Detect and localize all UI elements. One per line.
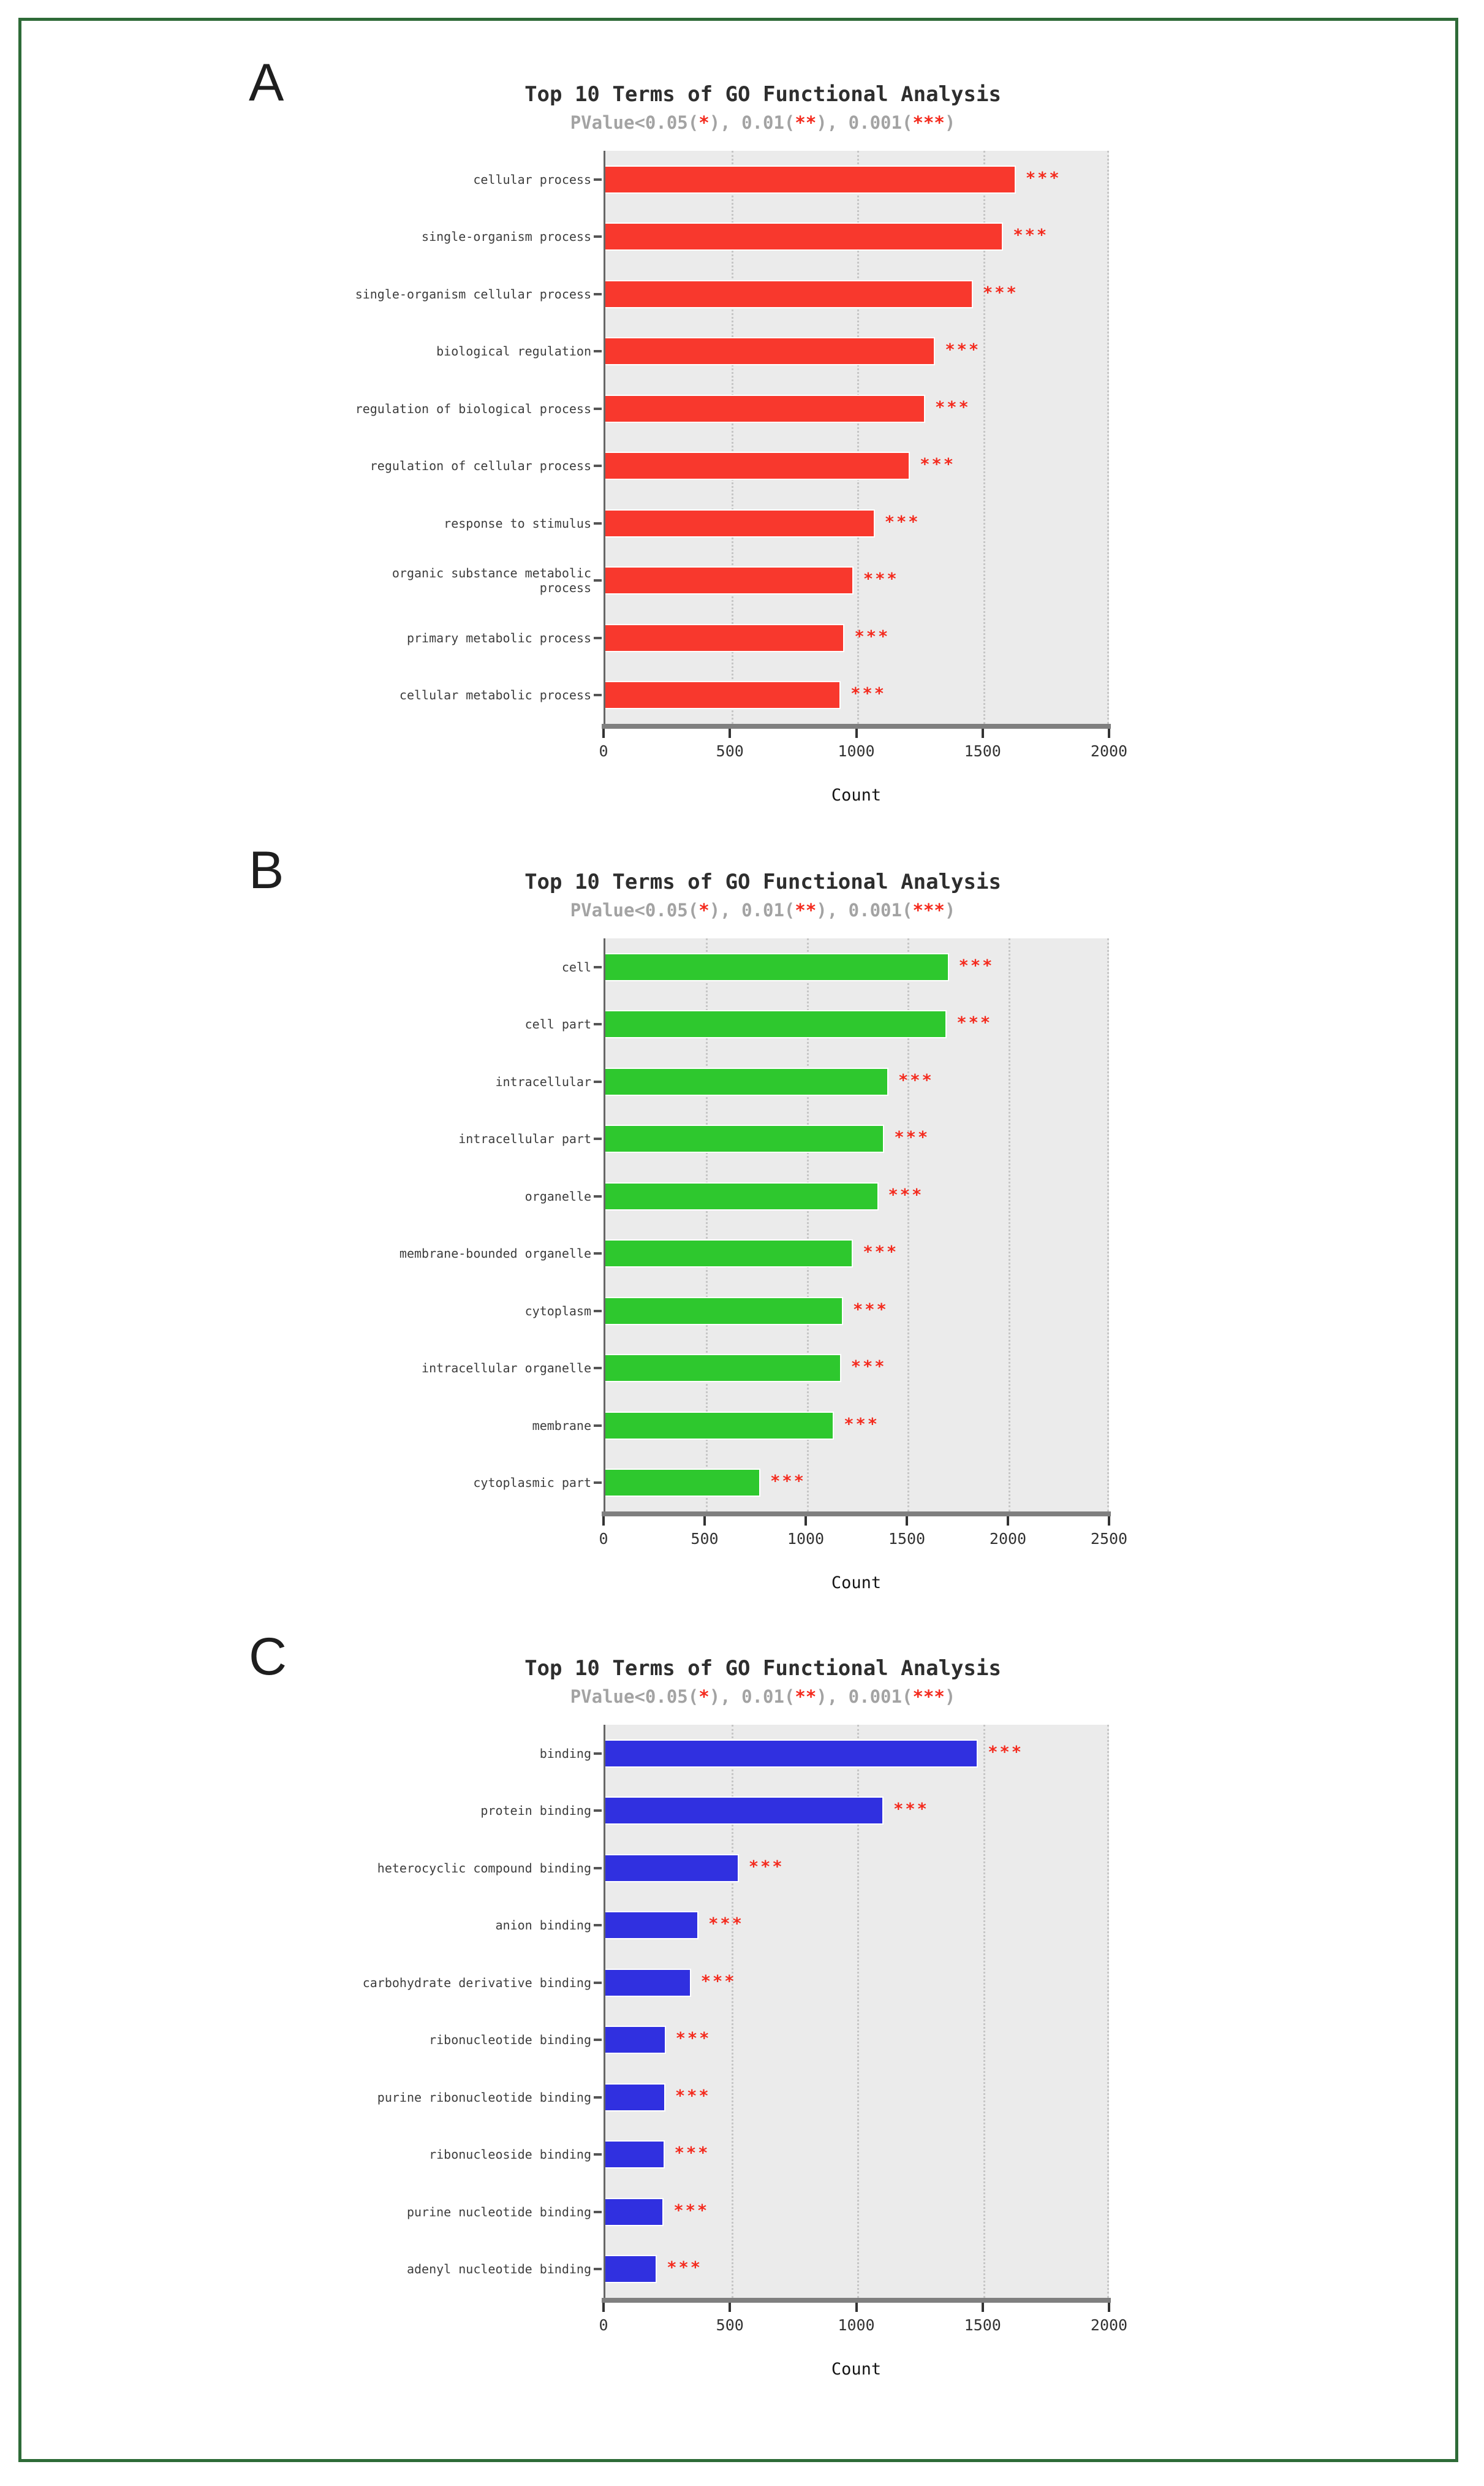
category-label: cellular metabolic process: [399, 688, 591, 703]
bar-row: [605, 1897, 1109, 1955]
significance-stars: ***: [700, 1972, 736, 1991]
significance-stars: ***: [863, 569, 899, 589]
bar-row: [605, 996, 1109, 1054]
bar-row: [605, 1839, 1109, 1897]
significance-star-legend: *: [698, 112, 710, 133]
x-tick-label: 2000: [1090, 742, 1128, 760]
bar-row: [605, 1954, 1109, 2012]
y-tick-mark: [594, 1982, 602, 1984]
category-label: anion binding: [495, 1918, 591, 1933]
x-axis-line: [602, 2298, 1111, 2303]
bar: [605, 1911, 698, 1939]
y-tick-mark: [594, 2211, 602, 2213]
plot-area: [604, 1725, 1109, 2298]
bar-row: [605, 438, 1109, 495]
significance-stars: ***: [854, 627, 890, 647]
x-axis-title: Count: [831, 786, 882, 805]
y-tick-mark: [594, 966, 602, 968]
bar-row: [605, 2012, 1109, 2069]
category-label: response to stimulus: [444, 515, 591, 531]
y-tick-mark: [594, 1023, 602, 1025]
significance-stars: ***: [748, 1857, 784, 1877]
bar-row: [605, 1725, 1109, 1782]
y-tick-mark: [594, 178, 602, 181]
go-chart-panel-a: [0, 53, 1484, 858]
significance-stars: ***: [1025, 169, 1061, 188]
bar: [605, 2198, 664, 2226]
x-axis: [599, 724, 1128, 773]
x-axis-line: [602, 1511, 1111, 1516]
x-tick-label: 500: [716, 742, 744, 760]
y-tick-mark: [594, 579, 602, 582]
go-chart-panel-b: [0, 841, 1484, 1646]
category-label: cell part: [524, 1017, 591, 1032]
chart-subtitle: [358, 900, 1167, 921]
significance-stars: ***: [674, 2143, 710, 2163]
x-tick-label: 0: [599, 742, 608, 760]
bar: [605, 1010, 947, 1038]
bar-row: [605, 609, 1109, 667]
y-tick-mark: [594, 1367, 602, 1369]
significance-stars: ***: [667, 2258, 703, 2278]
category-label: organic substance metabolic process: [392, 566, 591, 596]
category-label: organelle: [524, 1188, 591, 1204]
bar-row: [605, 1454, 1109, 1512]
category-label: membrane: [532, 1418, 591, 1433]
bar-row: [605, 323, 1109, 381]
x-tick-mark: [602, 1516, 605, 1526]
panel-letter-c: C: [249, 1627, 287, 1686]
y-tick-mark: [594, 235, 602, 238]
chart-subtitle: [358, 112, 1167, 133]
significance-stars: ***: [945, 340, 981, 360]
significance-star-legend: ***: [912, 900, 945, 921]
significance-stars: ***: [983, 283, 1018, 303]
significance-star-legend: **: [795, 900, 817, 921]
category-label: regulation of biological process: [355, 401, 591, 416]
significance-stars: ***: [675, 2029, 711, 2048]
significance-stars: ***: [884, 512, 920, 532]
category-label: regulation of cellular process: [369, 458, 591, 474]
bar-row: [605, 1782, 1109, 1840]
chart-title: Top 10 Terms of GO Functional Analysis: [524, 1656, 1001, 1681]
y-tick-mark: [594, 1195, 602, 1198]
chart-header: [358, 870, 1167, 921]
subtitle-text: ), 0.001(: [816, 1686, 913, 1707]
subtitle-text: ), 0.01(: [709, 900, 795, 921]
bar-row: [605, 208, 1109, 266]
x-tick-mark: [906, 1516, 908, 1526]
go-chart-panel-c: [0, 1627, 1484, 2432]
x-tick-label: 1500: [964, 742, 1001, 760]
subtitle-text: ): [944, 900, 956, 921]
x-tick-label: 0: [599, 2316, 608, 2334]
bar-row: [605, 1397, 1109, 1454]
bar: [605, 337, 935, 365]
x-tick-mark: [855, 729, 858, 738]
bar: [605, 1354, 841, 1382]
x-tick-label: 500: [691, 1530, 719, 1548]
category-label: cellular process: [473, 172, 591, 187]
category-label: adenyl nucleotide binding: [406, 2262, 591, 2277]
x-axis-line: [602, 724, 1111, 729]
category-label: cell: [561, 959, 591, 975]
y-tick-mark: [594, 465, 602, 467]
bar: [605, 2140, 665, 2169]
plot-area: [604, 151, 1109, 724]
category-label: purine nucleotide binding: [406, 2204, 591, 2219]
bar: [605, 566, 854, 595]
y-tick-mark: [594, 694, 602, 696]
bar: [605, 1182, 879, 1211]
x-tick-mark: [1007, 1516, 1009, 1526]
y-tick-mark: [594, 2096, 602, 2099]
bar-row: [605, 1340, 1109, 1397]
x-axis: [599, 2298, 1128, 2347]
significance-stars: ***: [770, 1472, 806, 1491]
category-label: single-organism cellular process: [355, 286, 591, 302]
category-label: intracellular organelle: [422, 1361, 591, 1376]
bar-row: [605, 1225, 1109, 1283]
subtitle-text: PValue<0.05(: [570, 112, 699, 133]
subtitle-text: ), 0.001(: [816, 900, 913, 921]
bar-row: [605, 2069, 1109, 2126]
x-tick-mark: [602, 729, 605, 738]
chart-header: [358, 1656, 1167, 1707]
significance-star-legend: **: [795, 1686, 817, 1707]
x-tick-mark: [982, 729, 984, 738]
plot-area: [604, 938, 1109, 1511]
y-tick-mark: [594, 522, 602, 525]
category-label: biological regulation: [436, 344, 591, 359]
significance-star-legend: *: [698, 900, 710, 921]
y-axis-labels: [346, 151, 591, 724]
x-tick-label: 1500: [888, 1530, 926, 1548]
significance-stars: ***: [956, 1013, 993, 1033]
bar: [605, 1739, 978, 1768]
x-tick-mark: [729, 2303, 731, 2312]
bar: [605, 2255, 657, 2283]
significance-stars: ***: [844, 1415, 879, 1434]
bar: [605, 2083, 665, 2112]
bar-row: [605, 495, 1109, 552]
y-tick-mark: [594, 1310, 602, 1312]
y-tick-mark: [594, 408, 602, 410]
bar-row: [605, 1111, 1109, 1168]
significance-stars: ***: [894, 1128, 930, 1147]
subtitle-text: ), 0.01(: [709, 1686, 795, 1707]
subtitle-text: ): [944, 112, 956, 133]
category-label: protein binding: [480, 1803, 591, 1819]
x-tick-mark: [729, 729, 731, 738]
y-tick-mark: [594, 1081, 602, 1083]
significance-stars: ***: [675, 2086, 711, 2106]
bar: [605, 1297, 843, 1325]
category-label: heterocyclic compound binding: [377, 1860, 591, 1876]
y-tick-mark: [594, 1924, 602, 1926]
x-tick-mark: [804, 1516, 807, 1526]
category-label: binding: [539, 1746, 591, 1761]
category-label: primary metabolic process: [406, 630, 591, 645]
subtitle-text: ): [944, 1686, 956, 1707]
subtitle-text: ), 0.01(: [709, 112, 795, 133]
significance-stars: ***: [898, 1071, 934, 1090]
category-label: cytoplasmic part: [473, 1475, 591, 1491]
bar: [605, 452, 910, 480]
x-tick-mark: [982, 2303, 984, 2312]
y-tick-mark: [594, 1138, 602, 1140]
y-tick-mark: [594, 637, 602, 639]
x-tick-label: 2000: [1090, 2316, 1128, 2334]
bar: [605, 222, 1003, 251]
category-label: membrane-bounded organelle: [399, 1246, 591, 1261]
bar: [605, 395, 925, 423]
y-axis-labels: [346, 1725, 591, 2298]
significance-stars: ***: [673, 2201, 710, 2221]
bar-row: [605, 380, 1109, 438]
x-tick-label: 500: [716, 2316, 744, 2334]
x-tick-mark: [703, 1516, 706, 1526]
bar: [605, 2026, 666, 2054]
y-tick-mark: [594, 293, 602, 295]
significance-star-legend: ***: [912, 112, 945, 133]
x-axis-title: Count: [831, 2360, 882, 2379]
significance-star-legend: **: [795, 112, 817, 133]
bar: [605, 624, 844, 652]
bar-row: [605, 1282, 1109, 1340]
x-tick-label: 0: [599, 1530, 608, 1548]
bar: [605, 1796, 884, 1825]
x-tick-mark: [1108, 1516, 1110, 1526]
x-tick-label: 2500: [1090, 1530, 1128, 1548]
bar-row: [605, 1053, 1109, 1111]
category-label: intracellular part: [458, 1131, 591, 1147]
chart-subtitle: [358, 1686, 1167, 1707]
significance-stars: ***: [863, 1242, 899, 1262]
x-tick-label: 1000: [838, 2316, 875, 2334]
y-tick-mark: [594, 1809, 602, 1812]
significance-stars: ***: [1013, 226, 1049, 245]
significance-stars: ***: [934, 398, 971, 417]
bar-row: [605, 265, 1109, 323]
bar-row: [605, 2183, 1109, 2241]
significance-stars: ***: [893, 1800, 929, 1819]
bar: [605, 1068, 888, 1096]
subtitle-text: ), 0.001(: [816, 112, 913, 133]
x-tick-label: 1500: [964, 2316, 1001, 2334]
significance-stars: ***: [988, 1743, 1024, 1762]
y-tick-mark: [594, 1481, 602, 1484]
bar: [605, 1125, 884, 1153]
bar: [605, 509, 875, 538]
category-label: ribonucleotide binding: [429, 2032, 591, 2048]
bar-row: [605, 552, 1109, 610]
y-axis-labels: [346, 938, 591, 1511]
significance-stars: ***: [708, 1914, 744, 1934]
bar-row: [605, 1168, 1109, 1225]
bar: [605, 1854, 739, 1882]
subtitle-text: PValue<0.05(: [570, 1686, 699, 1707]
x-tick-mark: [1108, 2303, 1110, 2312]
subtitle-text: PValue<0.05(: [570, 900, 699, 921]
y-tick-mark: [594, 2039, 602, 2041]
x-tick-label: 1000: [838, 742, 875, 760]
y-tick-mark: [594, 2153, 602, 2156]
category-label: single-organism process: [422, 229, 591, 245]
chart-title: Top 10 Terms of GO Functional Analysis: [524, 870, 1001, 894]
bar-row: [605, 2241, 1109, 2298]
chart-header: [358, 82, 1167, 133]
y-tick-mark: [594, 2268, 602, 2270]
category-label: carbohydrate derivative binding: [362, 1975, 591, 1990]
bar: [605, 280, 973, 308]
bar: [605, 1469, 760, 1497]
significance-stars: ***: [852, 1300, 888, 1320]
category-label: cytoplasm: [524, 1303, 591, 1318]
x-tick-label: 2000: [989, 1530, 1027, 1548]
x-tick-mark: [602, 2303, 605, 2312]
significance-stars: ***: [920, 455, 956, 474]
category-label: intracellular: [495, 1074, 591, 1089]
chart-title: Top 10 Terms of GO Functional Analysis: [524, 82, 1001, 107]
significance-star-legend: *: [698, 1686, 710, 1707]
y-tick-mark: [594, 1752, 602, 1755]
significance-stars: ***: [888, 1185, 924, 1205]
bar: [605, 681, 841, 709]
panel-letter-a: A: [249, 53, 284, 112]
bar-row: [605, 667, 1109, 724]
x-tick-mark: [1108, 729, 1110, 738]
bar: [605, 1969, 691, 1997]
x-tick-label: 1000: [787, 1530, 825, 1548]
category-label: purine ribonucleotide binding: [377, 2089, 591, 2105]
bar-row: [605, 2126, 1109, 2184]
category-label: ribonucleoside binding: [429, 2147, 591, 2162]
bar-row: [605, 151, 1109, 208]
x-axis: [599, 1511, 1128, 1560]
significance-stars: ***: [850, 1357, 887, 1377]
y-tick-mark: [594, 1252, 602, 1255]
y-tick-mark: [594, 350, 602, 352]
bar: [605, 953, 949, 981]
bar: [605, 1239, 853, 1268]
x-axis-title: Count: [831, 1573, 882, 1592]
panel-letter-b: B: [249, 841, 284, 900]
significance-stars: ***: [850, 684, 887, 704]
bar: [605, 165, 1016, 194]
bar: [605, 1412, 834, 1440]
bar-row: [605, 938, 1109, 996]
significance-star-legend: ***: [912, 1686, 945, 1707]
y-tick-mark: [594, 1867, 602, 1869]
significance-stars: ***: [958, 956, 994, 976]
y-tick-mark: [594, 1424, 602, 1427]
x-tick-mark: [855, 2303, 858, 2312]
